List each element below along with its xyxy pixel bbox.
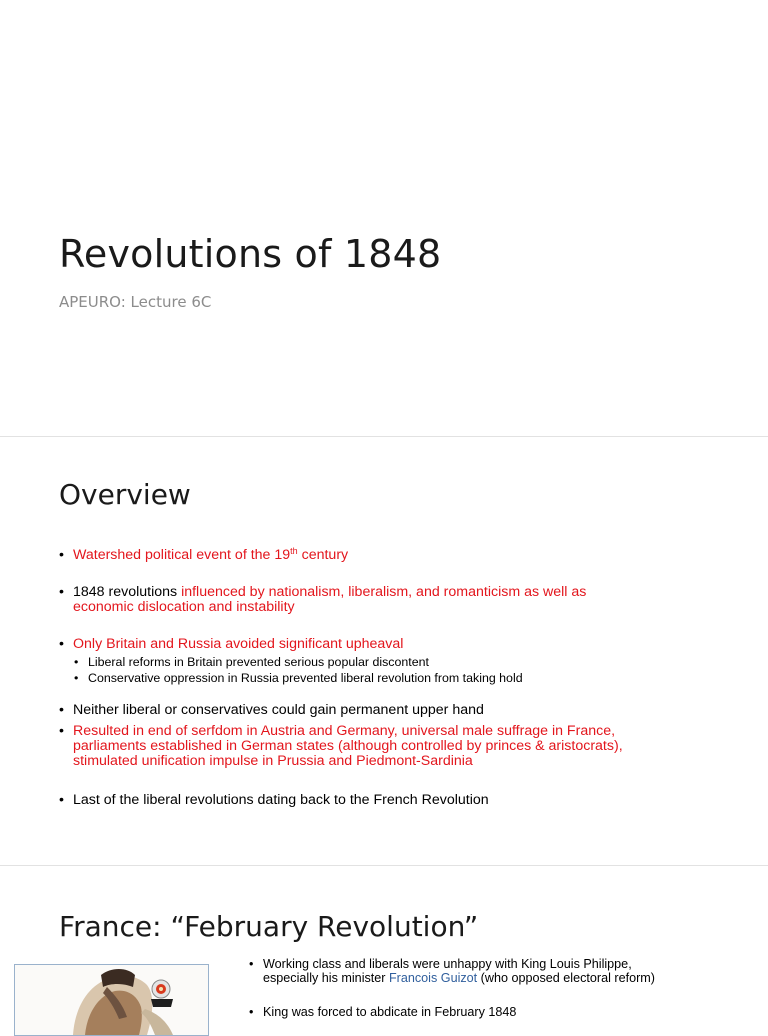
france-heading: France: “February Revolution” — [59, 910, 479, 943]
bullet-king-abdicate: • King was forced to abdicate in February 1848 — [249, 1006, 733, 1020]
bullet-last-liberal: • Last of the liberal revolutions dating back to the French Revolution — [59, 793, 713, 808]
portrait-image — [14, 964, 209, 1036]
overview-heading: Overview — [59, 478, 191, 511]
slide-title — [0, 0, 768, 436]
bullet-1848-revolutions: • 1848 revolutions influenced by nationalism, liberalism, and romanticism as well as economic dislocation and instability — [59, 585, 713, 615]
bullet-results: • Resulted in end of serfdom in Austria and Germany, universal male suffrage in France, parliaments established in German states (although controlled by princes & aristocrats), stimulated unification impulse in Prussia and Piedmont-Sardinia — [59, 724, 713, 769]
slide-subtitle: APEURO: Lecture 6C — [59, 293, 212, 311]
portrait-illustration — [15, 965, 208, 1035]
bullet-britain-russia: • Only Britain and Russia avoided significant upheaval — [59, 637, 713, 652]
sub-bullet-russia: • Conservative oppression in Russia prevented liberal revolution from taking hold — [74, 671, 688, 686]
bullet-working-class: • Working class and liberals were unhappy with King Louis Philippe, especially his minister Francois Guizot (who opposed electoral reform) — [249, 958, 733, 985]
bullet-neither: • Neither liberal or conservatives could gain permanent upper hand — [59, 703, 713, 718]
bullet-watershed: • Watershed political event of the 19th century — [59, 548, 713, 563]
slide-overview — [0, 437, 768, 865]
slide-title-heading: Revolutions of 1848 — [59, 232, 442, 276]
sub-bullet-britain: • Liberal reforms in Britain prevented serious popular discontent — [74, 655, 688, 670]
guizot-link[interactable]: Francois Guizot — [388, 970, 478, 985]
